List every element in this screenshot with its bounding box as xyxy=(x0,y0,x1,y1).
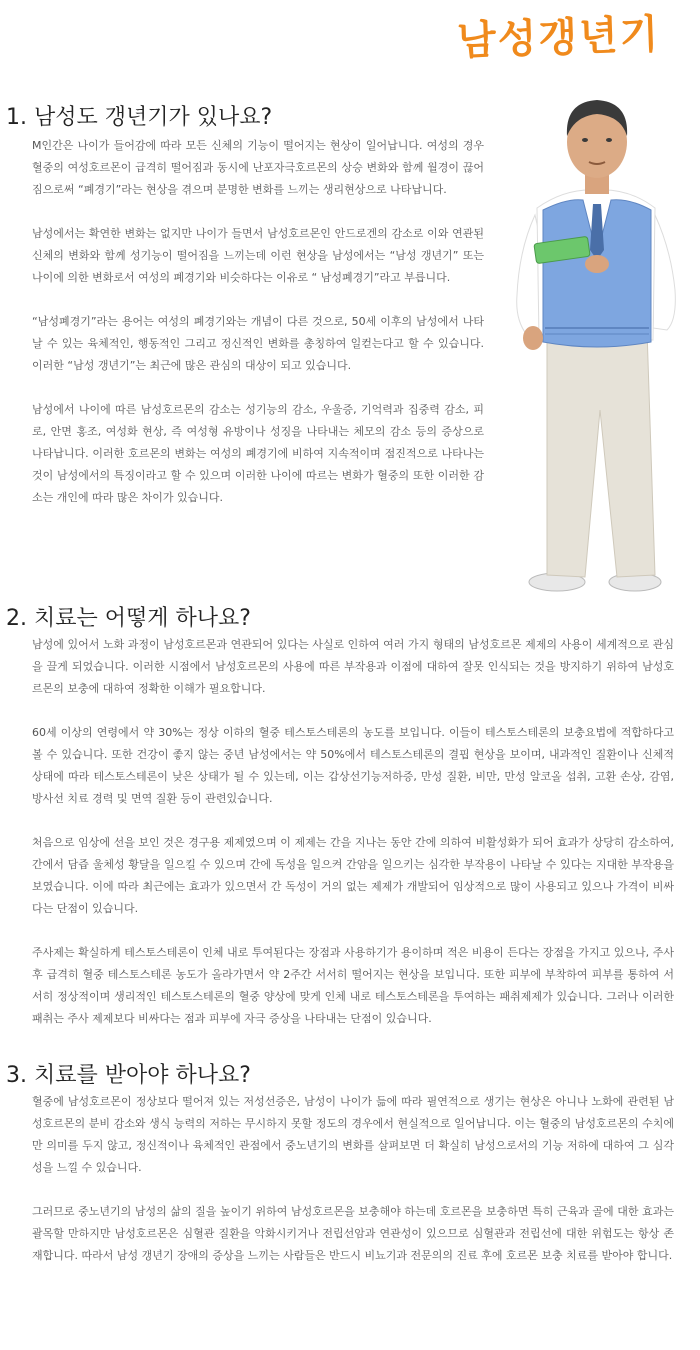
section-1-paragraph: “남성폐경기”라는 용어는 여성의 폐경기와는 개념이 다른 것으로, 50세 이후의 남성에서 나타날 수 있는 육체적인, 행동적인 그리고 정신적인 변화를 총칭하여 일컫는다고 할 수 있습니다. 이러한 “남성 갱년기”는 최근에 많은 관심의 대상이 되고 있습니다. xyxy=(32,315,484,372)
section-3-paragraph: 그러므로 중노년기의 남성의 삶의 질을 높이기 위하여 남성호르몬을 보충해야 하는데 호르몬을 보충하면 특히 근육과 골에 대한 효과는 괄목할 만하지만 남성호르몬은 심혈관 질환을 악화시키거나 전립선암과 연관성이 있으므로 심혈관과 전립선에 대한 위험도는 항상 존재합니다. 따라서 남성 갱년기 장애의 증상을 느끼는 사람들은 반드시 비뇨기과 전문의의 진료 후에 호르몬 보충 치료를 받아야 합니다. xyxy=(32,1205,674,1262)
section-3-body xyxy=(32,1091,674,1267)
section-1-body xyxy=(32,135,484,509)
section-1-paragraph: 남성에서는 확연한 변화는 없지만 나이가 들면서 남성호르몬인 안드로겐의 감소로 이와 연관된 신체의 변화와 함께 성기능이 떨어짐을 느끼는데 이런 현상을 남성에서는 “남성 갱년기” 또는 나이에 의한 변화로서 여성의 폐경기와 비슷하다는 이유로 “ 남성폐경기”라고 부릅니다. xyxy=(32,227,484,284)
pants xyxy=(547,330,655,577)
section-2-paragraph: 남성에 있어서 노화 과정이 남성호르몬과 연관되어 있다는 사실로 인하여 여러 가지 형태의 남성호르몬 제제의 사용이 세계적으로 관심을 끌게 되었습니다. 이러한 시점에서 남성호르몬의 사용에 따른 부작용과 이점에 대하여 잘못 인식되는 것을 방지하기 위하여 남성호르몬의 보충에 대하여 정확한 이해가 필요합니다. xyxy=(32,638,674,695)
right-hand xyxy=(585,255,609,273)
section-1-paragraph: M인간은 나이가 들어감에 따라 모든 신체의 기능이 떨어지는 현상이 일어납니다. 여성의 경우 혈중의 여성호르몬이 급격히 떨어짐과 동시에 난포자극호르몬의 상승 변화와 함께 월경이 끊어짐으로써 “폐경기”라는 현상을 겪으며 분명한 변화를 느끼는 생리현상으로 나타납니다. xyxy=(32,139,484,196)
page-title: 남성갱년기 xyxy=(456,11,661,65)
section-3-paragraph: 혈중에 남성호르몬이 정상보다 떨어져 있는 저성선증은, 남성이 나이가 듦에 따라 필연적으로 생기는 현상은 아니나 노화에 관련된 남성호르몬의 분비 감소와 생식 능력의 저하는 무시하지 못할 정도의 경우에서 현실적으로 일어납니다. 이는 혈중의 남성호르몬의 수치에만 의미를 두지 않고, 정신적이나 육체적인 관점에서 중노년기의 변화를 살펴보면 더 확실히 남성으로서의 기능 저하에 대하여 그 심각성을 느낄 수 있습니다. xyxy=(32,1095,674,1174)
section-2 xyxy=(0,604,700,1025)
section-2-paragraph: 60세 이상의 연령에서 약 30%는 정상 이하의 혈중 테스토스테론의 농도를 보입니다. 이들이 테스토스테론의 보충요법에 적합하다고 볼 수 있습니다. 또한 건강이 좋지 않는 중년 남성에서는 약 50%에서 테스토스테론의 결핍 현상을 보이며, 내과적인 질환이나 신체적 상태에 따라 테스토스테론이 낮은 상태가 될 수 있는데, 이는 갑상선기능저하증, 만성 질환, 비만, 만성 알코올 섭취, 고환 손상, 감염, 방사선 치료 경력 및 면역 질환 등이 관련있습니다. xyxy=(32,726,674,805)
section-3 xyxy=(0,1061,700,1301)
section-1-paragraph: 남성에서 나이에 따른 남성호르몬의 감소는 성기능의 감소, 우울증, 기억력과 집중력 감소, 피로, 안면 홍조, 여성화 현상, 즉 여성형 유방이나 성징을 나타내는 체모의 감소 등의 증상으로 나타납니다. 이러한 호르몬의 변화는 여성의 폐경기에 비하여 지속적이며 점진적으로 나타나는 것이 남성에서의 특징이라고 할 수 있으며 이러한 나이에 따르는 변화가 혈중의 또한 이러한 감소는 개인에 따라 많은 차이가 있습니다. xyxy=(32,403,484,504)
left-hand xyxy=(523,326,543,350)
section-2-paragraph: 주사제는 확실하게 테스토스테론이 인체 내로 투여된다는 장점과 사용하기가 용이하며 적은 비용이 든다는 장점을 가지고 있으나, 주사 후 급격히 혈중 테스토스테론 농도가 올라가면서 약 2주간 서서히 떨어지는 현상을 보입니다. 또한 피부에 부착하여 피부를 통하여 서서히 정상적이며 생리적인 테스토스테론의 혈중 양상에 맞게 인체 내로 테스토스테론을 투여하는 패취제제가 있습니다. 그러나 이러한 패취는 주사 제제보다 비싸다는 점과 피부에 자극 증상을 나타내는 단점이 있습니다. xyxy=(32,946,674,1025)
section-3-heading: 3. 치료를 받아야 하나요? xyxy=(6,1063,251,1088)
middle-aged-man-image xyxy=(505,80,685,600)
section-1-heading: 1. 남성도 갱년기가 있나요? xyxy=(6,105,273,130)
section-2-body xyxy=(32,634,674,1030)
section-2-heading: 2. 치료는 어떻게 하나요? xyxy=(6,606,251,631)
section-2-paragraph: 처음으로 임상에 선을 보인 것은 경구용 제제였으며 이 제제는 간을 지나는 동안 간에 의하여 비활성화가 되어 효과가 상당히 감소하여, 간에서 담즙 울체성 황달을 일으킬 수 있으며 간에 독성을 일으켜 간암을 일으키는 심각한 부작용이 나타날 수 있다는 지대한 부작용을 보였습니다. 이에 따라 최근에는 효과가 있으면서 간 독성이 거의 없는 제제가 개발되어 임상적으로 많이 사용되고 있으나 가격이 비싸다는 단점이 있습니다. xyxy=(32,836,674,915)
